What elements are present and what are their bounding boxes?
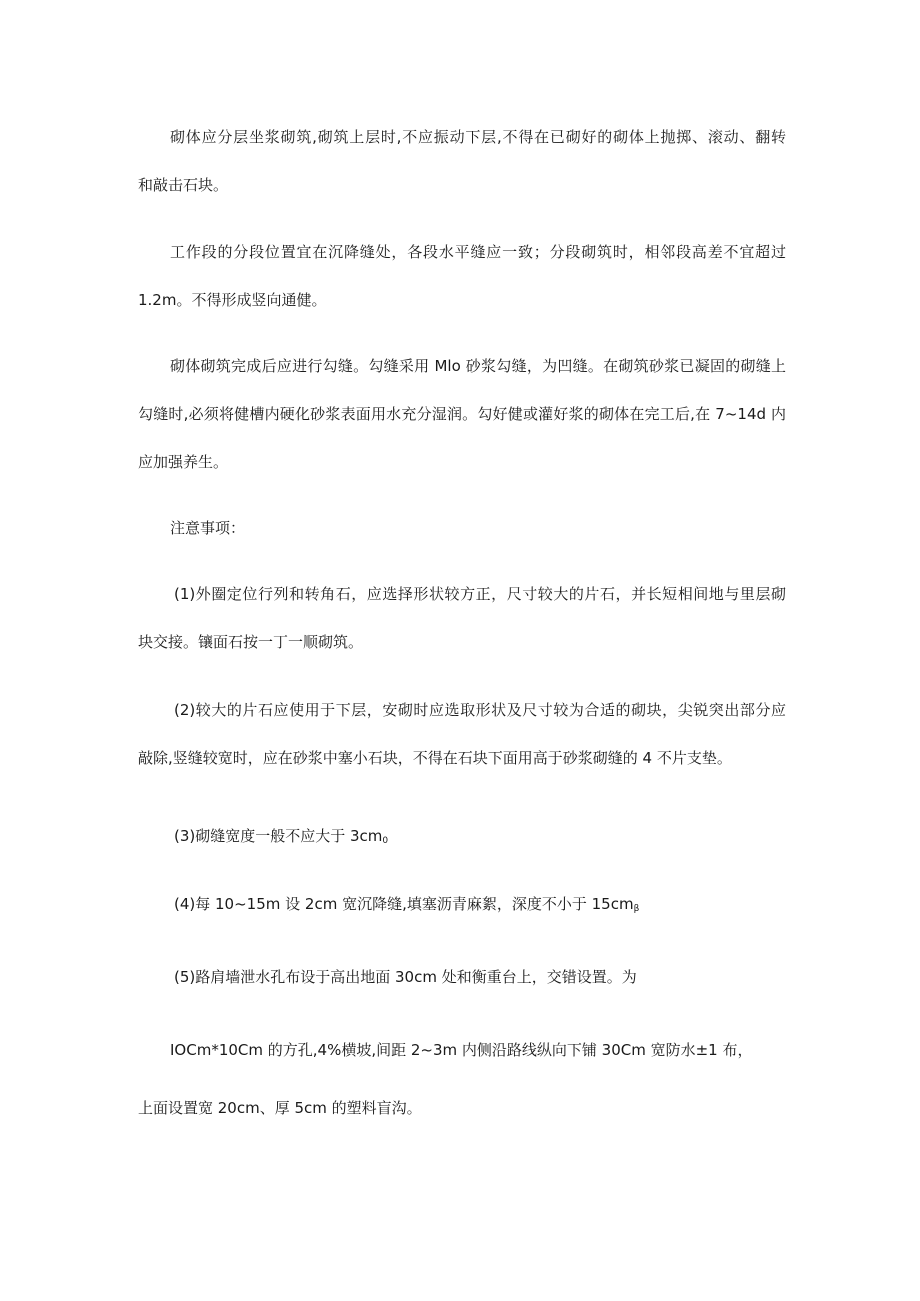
note-3-text: (3)砌缝宽度一般不应大于 3cm	[174, 827, 383, 845]
paragraph-1-line-1: 砌体应分层坐浆砌筑,砌筑上层时,不应振动下层,不得在已砌好的砌体上抛掷、滚动、翻转	[170, 128, 786, 146]
paragraph-1-line-2: 和敲击石块。	[138, 176, 229, 194]
note-5-last-line: 上面设置宽 20cm、厚 5cm 的塑料盲沟。	[138, 1099, 422, 1117]
note-3	[174, 826, 786, 851]
paragraph-2-line-2: 1.2m。不得形成竖向通健。	[138, 291, 327, 309]
note-4-text: (4)每 10~15m 设 2cm 宽沉降缝,填塞沥青麻絮，深度不小于 15cm	[174, 895, 634, 913]
note-1-line-1: (1)外圈定位行列和转角石，应选择形状较方正，尺寸较大的片石，并长短相间地与里层砌	[174, 585, 786, 603]
paragraph-3-line-3: 应加强养生。	[138, 453, 229, 471]
paragraph-3-line-2: 勾缝时,必须将健槽内硬化砂浆表面用水充分湿润。勾好健或灌好浆的砌体在完工后,在 7~14d 内	[138, 405, 786, 423]
notes-heading: 注意事项：	[170, 519, 246, 537]
note-4-subscript: β	[633, 904, 640, 914]
paragraph-3-line-1: 砌体砌筑完成后应进行勾缝。勾缝采用 Mlo 砂浆勾缝，为凹缝。在砌筑砂浆已凝固的砌缝上	[170, 357, 786, 375]
note-4	[174, 894, 786, 919]
note-1-line-2: 块交接。镶面石按一丁一顺砌筑。	[138, 633, 364, 651]
note-2-line-1: (2)较大的片石应使用于下层，安砌时应选取形状及尺寸较为合适的砌块，尖锐突出部分应	[174, 701, 786, 719]
paragraph-2-line-1: 工作段的分段位置宜在沉降缝处，各段水平缝应一致；分段砌筑时，相邻段高差不宜超过	[170, 243, 786, 261]
note-2-line-2: 敲除,竖缝较宽时，应在砂浆中塞小石块，不得在石块下面用高于砂浆砌缝的 4 不片支垫。	[138, 749, 732, 767]
note-5-continued: IOCm*10Cm 的方孔,4%横坡,间距 2~3m 内侧沿路线纵向下铺 30Cm 宽防水±1 布，	[170, 1041, 753, 1059]
note-3-subscript: 0	[382, 836, 389, 846]
note-5: (5)路肩墙泄水孔布设于高出地面 30cm 处和衡重台上，交错设置。为	[174, 968, 637, 986]
